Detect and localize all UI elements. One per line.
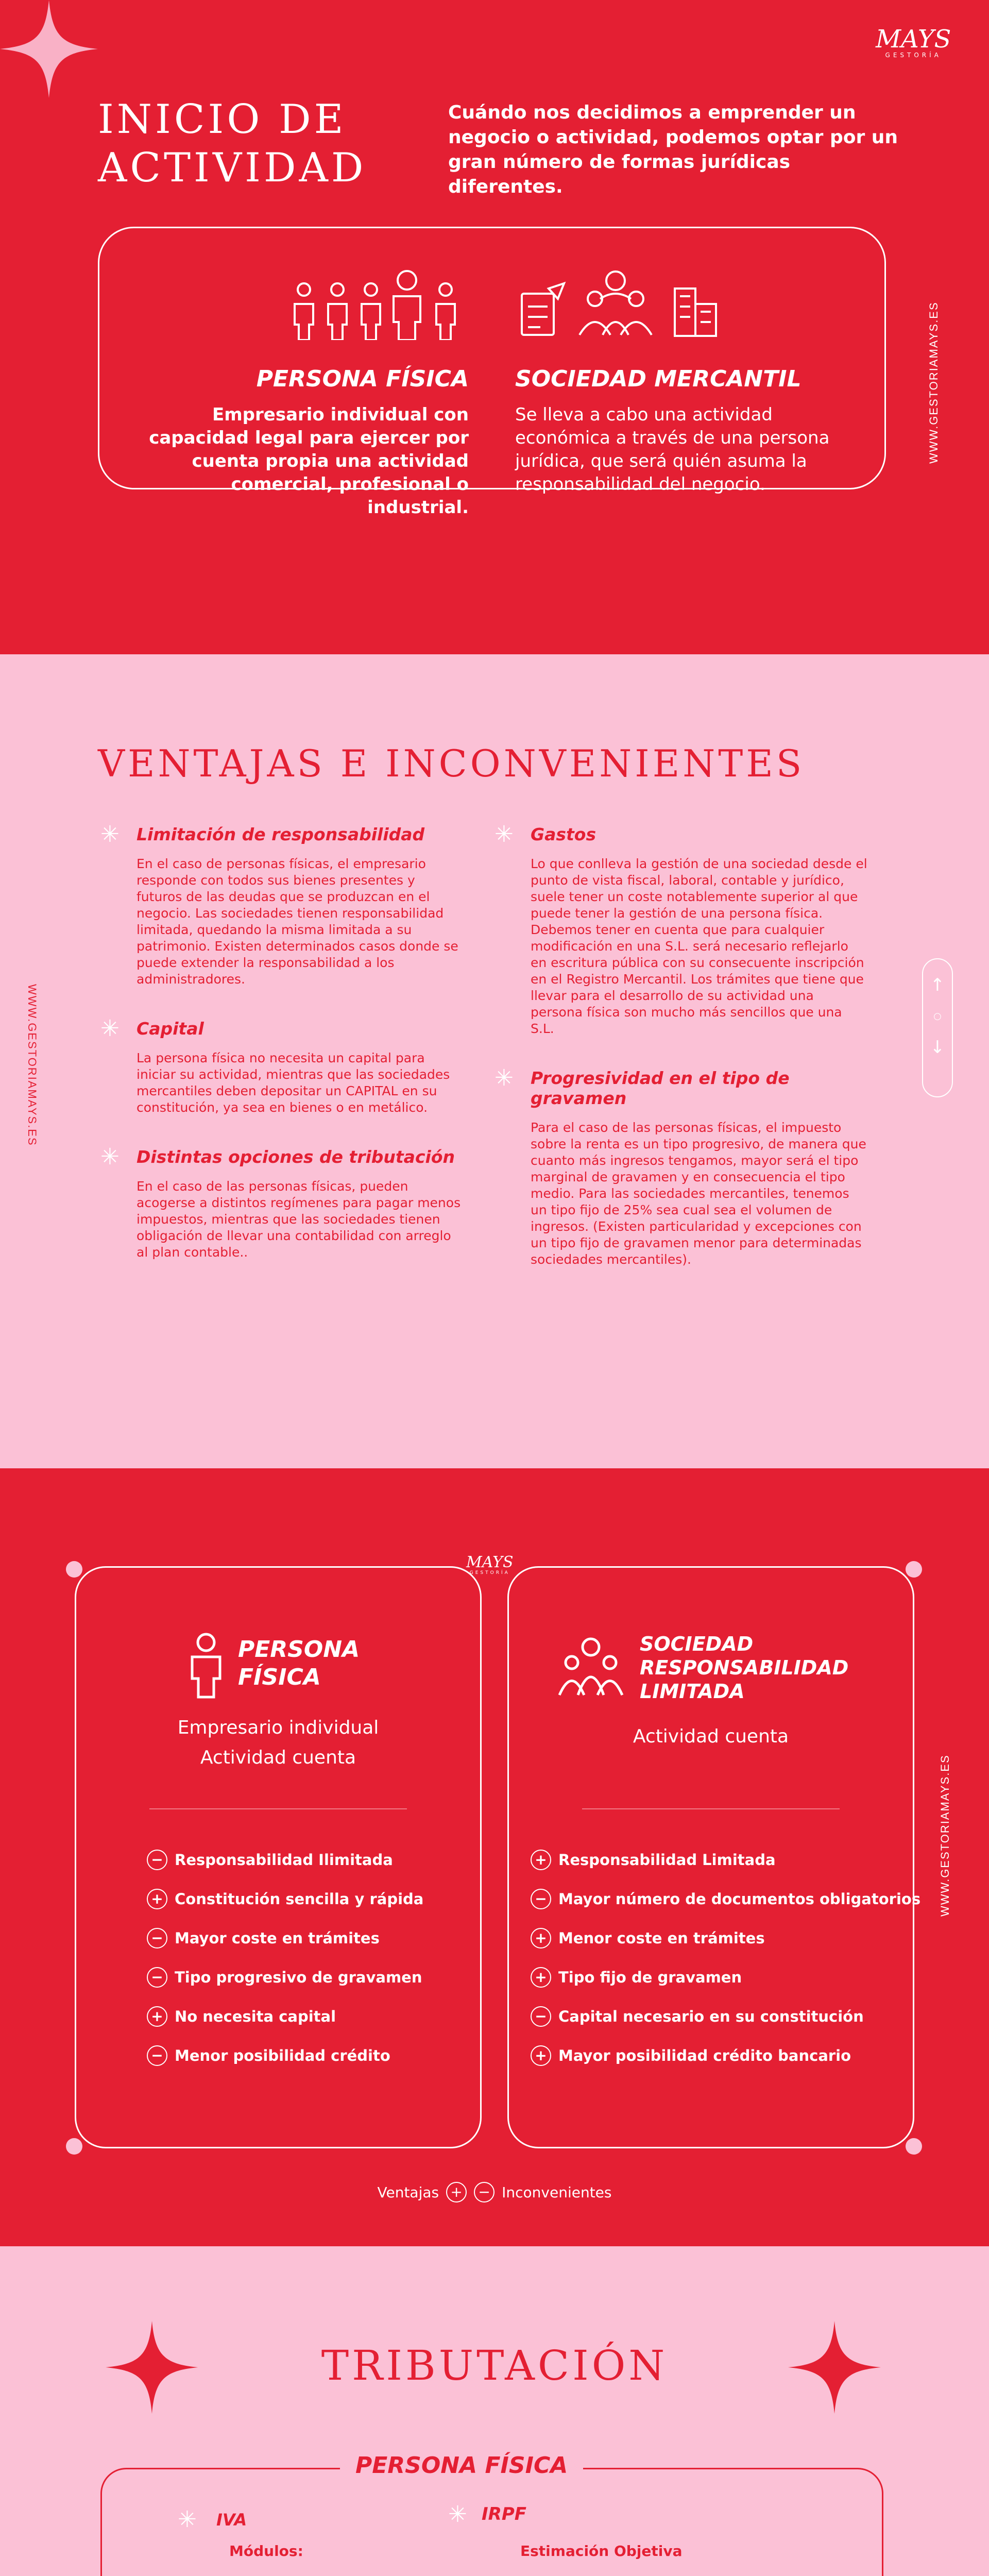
persona-fisica-block	[139, 366, 469, 519]
sociedad-mercantil-block	[515, 366, 845, 496]
corner-dot	[906, 2138, 922, 2155]
group-icon	[557, 1636, 624, 1698]
ventaja-item-title: Progresividad en el tipo de gravamen	[531, 1068, 790, 1108]
list-item	[531, 2045, 920, 2066]
sociedad-card-subtitle: Actividad cuenta	[633, 1726, 789, 1747]
ventaja-item-title: Limitación de responsabilidad	[137, 824, 425, 844]
list-item-text: Responsabilidad Ilimitada	[175, 1851, 393, 1869]
ventaja-item-title: Gastos	[531, 824, 596, 844]
irpf-title: IRPF	[482, 2504, 526, 2524]
persona-card-subtitle	[75, 1713, 482, 1773]
website-vertical: WWW.GESTORIAMAYS.ES	[927, 301, 940, 464]
sparkle-icon	[0, 0, 98, 98]
sociedad-card-title	[640, 1632, 848, 1703]
ventaja-item-text: En el caso de las personas físicas, pueden acogerse a distintos regímenes para pagar menos impuestos, mientras que las sociedades tienen obligación de llevar una contabilidad con arreglo al plan contable..	[137, 1179, 461, 1260]
website-vertical: WWW.GESTORIAMAYS.ES	[939, 1754, 951, 1917]
irpf-label: Estimación Objetiva	[520, 2543, 683, 2560]
comparison-section	[0, 1468, 989, 2246]
plus-icon: +	[446, 2182, 467, 2202]
sociedad-mercantil-title: SOCIEDAD MERCANTIL	[515, 366, 802, 392]
logo-sub: GESTORÍA	[469, 1570, 510, 1575]
brand-logo	[876, 27, 951, 59]
list-item	[531, 1967, 920, 1988]
logo-main: MAYS	[466, 1553, 514, 1571]
sign-icon: +	[531, 2045, 551, 2066]
website-vertical-left: WWW.GESTORIAMAYS.ES	[26, 984, 39, 1146]
list-item-text: Tipo progresivo de gravamen	[175, 1969, 422, 1986]
ventajas-right-column	[494, 821, 868, 1268]
tributacion-section	[0, 2246, 989, 2576]
intro-title-line1: INICIO DE	[98, 96, 347, 143]
sign-icon: +	[531, 1967, 551, 1988]
sparkle-bullet-icon: ✳	[100, 821, 120, 848]
list-item	[147, 2006, 423, 2027]
legend-ventajas-label: Ventajas	[377, 2183, 439, 2201]
persona-card-sub1: Empresario individual	[177, 1717, 379, 1738]
arrow-down-icon[interactable]: ↓	[930, 1037, 945, 1058]
sparkle-bullet-icon: ✳	[178, 2506, 197, 2533]
ventaja-item	[494, 1065, 868, 1268]
team-icon	[518, 268, 724, 340]
ventaja-item-text: En el caso de personas físicas, el empresario responde con todos sus bienes presentes y futuros de las deudas que se produzcan en el negocio. Las sociedades tienen responsabilidad limitada, quedando la misma limitada a su patrimonio. Existen determinados casos donde se puede extender la responsabilidad a los administradores.	[137, 856, 458, 987]
comparison-legend	[0, 2182, 989, 2202]
persona-fisica-title: PERSONA FÍSICA	[256, 366, 469, 392]
ventaja-item	[494, 821, 868, 1037]
minus-icon: −	[474, 2182, 494, 2202]
corner-dot	[906, 1561, 922, 1578]
persona-card-sub2: Actividad cuenta	[200, 1747, 356, 1768]
sign-icon: −	[531, 1889, 551, 1909]
sign-icon: −	[147, 1967, 167, 1988]
sociedad-card-title-line3: LIMITADA	[640, 1680, 745, 1703]
tributacion-persona-title: PERSONA FÍSICA	[340, 2452, 583, 2479]
list-item-text: Menor posibilidad crédito	[175, 2047, 390, 2064]
sparkle-bullet-icon: ✳	[100, 1144, 120, 1170]
sign-icon: −	[147, 1850, 167, 1870]
ventaja-item-title: Distintas opciones de tributación	[137, 1147, 455, 1167]
sign-icon: +	[531, 1928, 551, 1948]
intro-title-line2: ACTIVIDAD	[98, 145, 367, 191]
dot-icon: ○	[933, 1011, 942, 1022]
list-item-text: Mayor coste en trámites	[175, 1929, 380, 1947]
list-item-text: Tipo fijo de gravamen	[558, 1969, 742, 1986]
sparkle-bullet-icon: ✳	[494, 821, 514, 848]
persona-fisica-text: Empresario individual con capacidad legal para ejercer por cuenta propia una actividad comercial, profesional o industrial.	[149, 404, 469, 518]
list-item	[531, 1850, 920, 1870]
sparkle-bullet-icon: ✳	[448, 2501, 467, 2528]
logo-main: MAYS	[876, 25, 951, 54]
list-item	[531, 2006, 920, 2027]
list-item-text: Constitución sencilla y rápida	[175, 1890, 424, 1908]
sparkle-bullet-icon: ✳	[100, 1015, 120, 1042]
list-item-text: Mayor número de documentos obligatorios	[558, 1890, 921, 1908]
intro-section	[0, 0, 989, 654]
intro-title	[98, 95, 366, 192]
persona-card-divider	[149, 1808, 407, 1809]
list-item	[147, 1967, 423, 1988]
ventaja-item	[100, 821, 464, 988]
comparison-logo	[466, 1555, 514, 1575]
list-item	[147, 1928, 423, 1948]
persona-card-title-line2: FÍSICA	[238, 1664, 321, 1690]
corner-dot	[66, 1561, 82, 1578]
sociedad-card-title-line2: RESPONSABILIDAD	[640, 1656, 849, 1679]
person-icon	[188, 1632, 224, 1699]
scroll-arrows	[922, 958, 953, 1097]
legend-inconvenientes-label: Inconvenientes	[502, 2183, 612, 2201]
intro-subtitle: Cuándo nos decidimos a emprender un negocio o actividad, podemos optar por un gran número de formas jurídicas diferentes.	[448, 102, 898, 197]
list-item	[147, 1889, 423, 1909]
list-item-text: Capital necesario en su constitución	[558, 2008, 864, 2025]
list-item-text: Mayor posibilidad crédito bancario	[558, 2047, 851, 2064]
ventajas-section	[0, 654, 989, 1468]
ventajas-left-column	[100, 821, 464, 1261]
tributacion-title: TRIBUTACIÓN	[321, 2342, 668, 2389]
sign-icon: +	[531, 1850, 551, 1870]
sign-icon: +	[147, 2006, 167, 2027]
iva-title: IVA	[216, 2510, 247, 2530]
list-item-text: No necesita capital	[175, 2008, 336, 2025]
list-item	[147, 2045, 423, 2066]
sociedad-card-title-line1: SOCIEDAD	[640, 1633, 754, 1655]
ventaja-item-text: Lo que conlleva la gestión de una sociedad desde el punto de vista fiscal, laboral, contable y jurídico, suele tener un coste notablemente superior al que puede tener la gestión de una persona física. Debemos tener en cuenta que para cualquier modificación en una S.L. será necesario reflejarlo en escritura pública con su consecuente inscripción en el Registro Mercantil. Los trámites que tiene que llevar para el desarrollo de su actividad una persona física son mucho más sencillos que una S.L.	[531, 856, 867, 1036]
logo-sub: GESTORÍA	[885, 52, 942, 59]
ventaja-item-text: La persona física no necesita un capital para iniciar su actividad, mientras que las sociedades mercantiles deben depositar un CAPITAL en su constitución, ya sea en bienes o en metálico.	[137, 1050, 450, 1115]
list-item	[147, 1850, 423, 1870]
persona-card-title	[238, 1636, 360, 1691]
sociedad-mercantil-text: Se lleva a cabo una actividad económica a través de una persona jurídica, que será quién asuma la responsabilidad del negocio.	[515, 404, 830, 495]
sign-icon: −	[147, 2045, 167, 2066]
list-item-text: Responsabilidad Limitada	[558, 1851, 776, 1869]
sign-icon: −	[147, 1928, 167, 1948]
persona-card-title-line1: PERSONA	[238, 1636, 360, 1663]
list-item-text: Menor coste en trámites	[558, 1929, 765, 1947]
ventaja-item-title: Capital	[137, 1019, 204, 1039]
arrow-up-icon[interactable]: ↑	[930, 975, 945, 995]
corner-dot	[66, 2138, 82, 2155]
list-item	[531, 1928, 920, 1948]
iva-label: Módulos:	[229, 2543, 303, 2560]
ventaja-item	[100, 1144, 464, 1261]
sign-icon: −	[531, 2006, 551, 2027]
sociedad-card-list	[531, 1850, 920, 2084]
people-icon	[288, 268, 464, 340]
sociedad-card-divider	[582, 1808, 840, 1809]
sparkle-bullet-icon: ✳	[494, 1065, 514, 1091]
ventaja-item-text: Para el caso de las personas físicas, el impuesto sobre la renta es un tipo progresivo, de manera que cuanto más ingresos tengamos, mayor será el tipo marginal de gravamen y en consecuencia el tipo medio. Para las sociedades mercantiles, tenemos un tipo fijo de 25% sea cual sea el volumen de ingresos. (Existen particularidad y excepciones con un tipo fijo de gravamen menor para determinadas sociedades mercantiles).	[531, 1120, 866, 1267]
ventajas-title: VENTAJAS E INCONVENIENTES	[98, 742, 805, 785]
list-item	[531, 1889, 920, 1909]
ventaja-item	[100, 1015, 464, 1116]
persona-card-list	[147, 1850, 423, 2084]
sign-icon: +	[147, 1889, 167, 1909]
